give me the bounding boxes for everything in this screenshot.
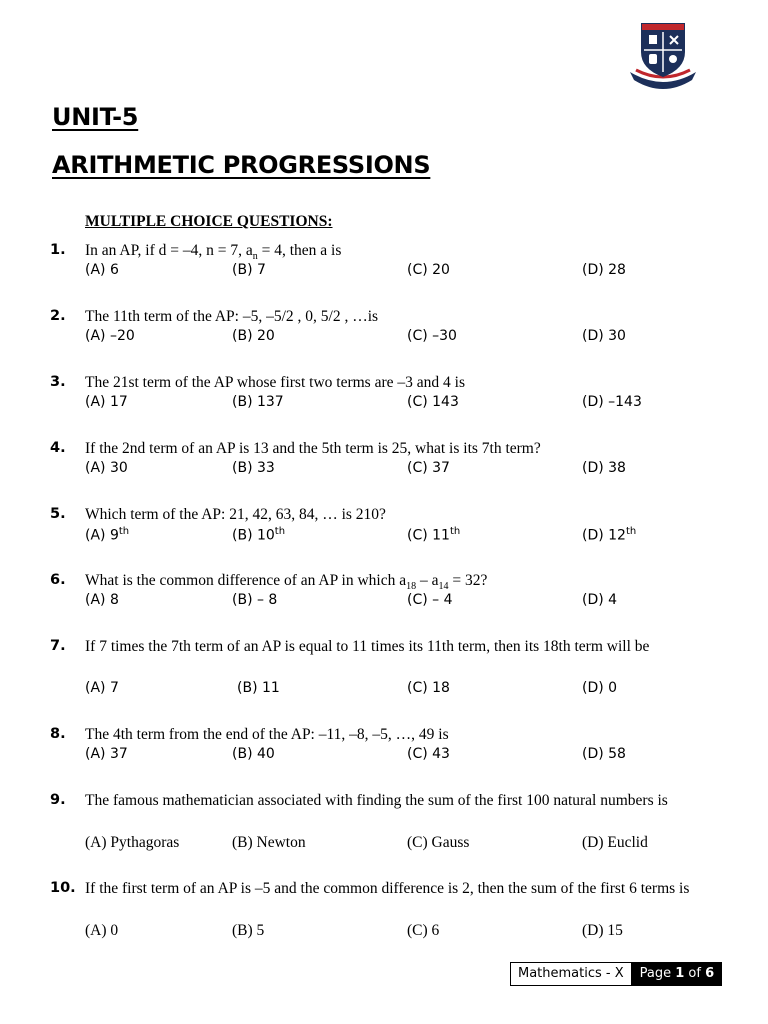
option-b: (B) 7 (232, 262, 266, 278)
question-4 (0, 438, 768, 504)
question-number: 7. (50, 638, 66, 654)
question-text: The 11th term of the AP: –5, –5/2 , 0, 5/2 , …is (85, 308, 379, 325)
options (0, 526, 768, 548)
options (0, 746, 768, 768)
option-d: (D) 0 (582, 680, 618, 696)
question-text: What is the common difference of an AP in which $a_{18} - a_{14} = 32$? (85, 572, 488, 593)
options (0, 592, 768, 614)
option-c: (C) 37 (407, 460, 450, 476)
options (0, 834, 768, 856)
option-a: (A) 8 (85, 592, 119, 608)
question-2 (0, 306, 768, 372)
question-text: The famous mathematician associated with finding the sum of the first 100 natural numbers is (85, 792, 668, 809)
option-d: (D) 38 (582, 460, 626, 476)
question-number: 2. (50, 308, 66, 324)
options (0, 394, 768, 416)
option-b: (B) 40 (232, 746, 275, 762)
option-a: (A) 37 (85, 746, 128, 762)
option-c: (C) 20 (407, 262, 450, 278)
options (0, 328, 768, 350)
option-c: (C) –30 (407, 328, 457, 344)
option-d: (D) Euclid (582, 834, 648, 851)
question-text: If the 2nd term of an AP is 13 and the 5th term is 25, what is its 7th term? (85, 440, 541, 457)
question-number: 10. (50, 880, 76, 896)
option-d: (D) 4 (582, 592, 618, 608)
option-d: (D) 15 (582, 922, 623, 939)
option-a: (A) 0 (85, 922, 119, 939)
option-a: (A) 30 (85, 460, 128, 476)
question-5 (0, 504, 768, 570)
option-b: (B) 137 (232, 394, 284, 410)
option-b: (B) 10th (232, 526, 286, 544)
question-6 (0, 570, 768, 636)
option-b: (B) 33 (232, 460, 275, 476)
option-b: (B) Newton (232, 834, 306, 851)
option-b: (B) – 8 (232, 592, 278, 608)
options (0, 460, 768, 482)
option-a: (A) 9th (85, 526, 130, 544)
topic-heading: ARITHMETIC PROGRESSIONS (52, 151, 431, 179)
question-number: 5. (50, 506, 66, 522)
school-crest-icon (626, 18, 700, 90)
question-text: The 4th term from the end of the AP: –11, –8, –5, …, 49 is (85, 726, 449, 743)
question-text: If the first term of an AP is –5 and the common difference is 2, then the sum of the first 6 terms is (85, 880, 690, 897)
question-text: In an AP, if d = –4, n = 7, $a_n = 4$, then a is (85, 242, 342, 263)
option-d: (D) 58 (582, 746, 626, 762)
footer-subject: Mathematics - X (510, 962, 632, 986)
question-number: 4. (50, 440, 66, 456)
option-a: (A) 6 (85, 262, 119, 278)
question-text: Which term of the AP: 21, 42, 63, 84, … is 210? (85, 506, 386, 523)
option-c: (C) Gauss (407, 834, 470, 851)
option-a: (A) 7 (85, 680, 119, 696)
question-number: 6. (50, 572, 66, 588)
options (0, 262, 768, 284)
option-b: (B) 5 (232, 922, 265, 939)
option-c: (C) 6 (407, 922, 440, 939)
page-number: Page 1 of 6 (632, 962, 723, 986)
question-8 (0, 724, 768, 790)
question-number: 8. (50, 726, 66, 742)
question-1 (0, 240, 768, 306)
option-c: (C) 11th (407, 526, 461, 544)
question-3 (0, 372, 768, 438)
question-number: 3. (50, 374, 66, 390)
question-number: 9. (50, 792, 66, 808)
option-d: (D) 30 (582, 328, 626, 344)
question-9 (0, 790, 768, 878)
question-number: 1. (50, 242, 66, 258)
section-title: MULTIPLE CHOICE QUESTIONS: (85, 213, 333, 230)
option-a: (A) 17 (85, 394, 128, 410)
question-list (0, 240, 768, 966)
option-c: (C) 143 (407, 394, 459, 410)
option-d: (D) –143 (582, 394, 642, 410)
option-c: (C) 18 (407, 680, 450, 696)
page-footer (510, 962, 722, 986)
option-a: (A) –20 (85, 328, 135, 344)
question-7 (0, 636, 768, 724)
option-c: (C) 43 (407, 746, 450, 762)
option-a: (A) Pythagoras (85, 834, 180, 851)
question-text: The 21st term of the AP whose first two terms are –3 and 4 is (85, 374, 465, 391)
option-d: (D) 28 (582, 262, 626, 278)
option-b: (B) 11 (237, 680, 280, 696)
unit-heading: UNIT-5 (52, 103, 139, 131)
option-c: (C) – 4 (407, 592, 453, 608)
option-d: (D) 12th (582, 526, 637, 544)
option-b: (B) 20 (232, 328, 275, 344)
options (0, 922, 768, 944)
options (0, 680, 768, 702)
question-10 (0, 878, 768, 966)
question-text: If 7 times the 7th term of an AP is equal to 11 times its 11th term, then its 18th term will be (85, 638, 650, 655)
